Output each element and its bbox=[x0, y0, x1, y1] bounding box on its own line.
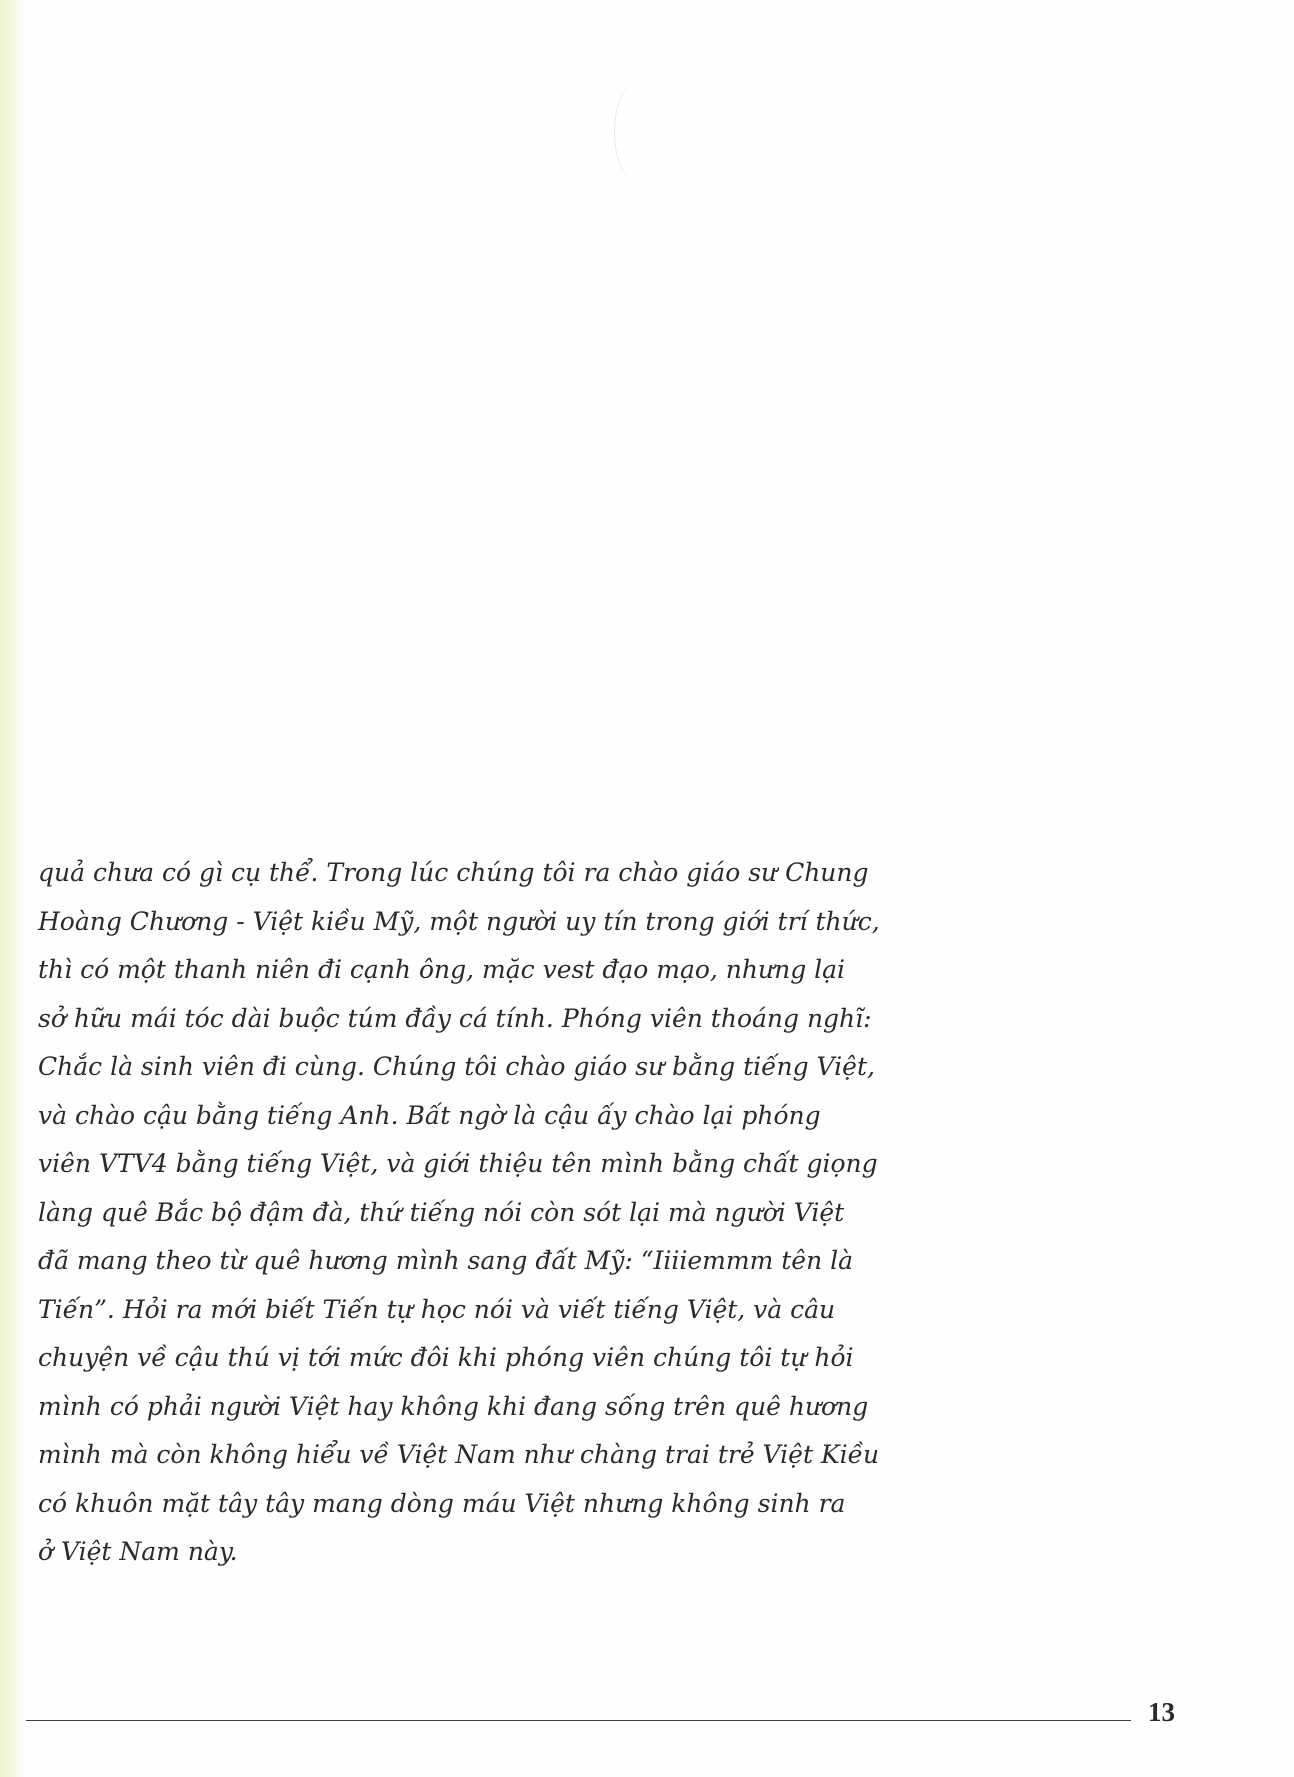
page-number: 13 bbox=[1148, 1697, 1175, 1727]
body-line: và chào cậu bằng tiếng Anh. Bất ngờ là cậu ấy chào lại phóng bbox=[38, 1100, 821, 1130]
body-line: Tiến”. Hỏi ra mới biết Tiến tự học nói và viết tiếng Việt, và câu bbox=[38, 1294, 836, 1324]
body-line: Hoàng Chương - Việt kiều Mỹ, một người uy tín trong giới trí thức, bbox=[38, 906, 880, 936]
body-line: có khuôn mặt tây tây mang dòng máu Việt nhưng không sinh ra bbox=[38, 1488, 846, 1518]
body-line: làng quê Bắc bộ đậm đà, thứ tiếng nói còn sót lại mà người Việt bbox=[38, 1197, 845, 1227]
body-paragraph bbox=[38, 849, 880, 1577]
body-line: quả chưa có gì cụ thể. Trong lúc chúng tôi ra chào giáo sư Chung bbox=[38, 858, 869, 887]
body-line: thì có một thanh niên đi cạnh ông, mặc vest đạo mạo, nhưng lại bbox=[38, 955, 846, 984]
body-line: Chắc là sinh viên đi cùng. Chúng tôi chào giáo sư bằng tiếng Việt, bbox=[38, 1052, 875, 1081]
body-line: viên VTV4 bằng tiếng Việt, và giới thiệu tên mình bằng chất giọng bbox=[38, 1149, 878, 1178]
body-line: chuyện về cậu thú vị tới mức đôi khi phóng viên chúng tôi tự hỏi bbox=[38, 1343, 854, 1372]
body-line: sở hữu mái tóc dài buộc túm đầy cá tính. Phóng viên thoáng nghĩ: bbox=[38, 1003, 872, 1033]
body-line: mình có phải người Việt hay không khi đang sống trên quê hương bbox=[38, 1391, 869, 1421]
body-line: ở Việt Nam này. bbox=[38, 1537, 238, 1566]
body-line: mình mà còn không hiểu về Việt Nam như chàng trai trẻ Việt Kiều bbox=[38, 1440, 880, 1469]
faint-scan-mark bbox=[614, 82, 661, 182]
body-line: đã mang theo từ quê hương mình sang đất Mỹ: “Iiiiemmm tên là bbox=[38, 1246, 854, 1275]
page-edge-tint bbox=[0, 0, 26, 1777]
footer-rule bbox=[26, 1720, 1131, 1721]
